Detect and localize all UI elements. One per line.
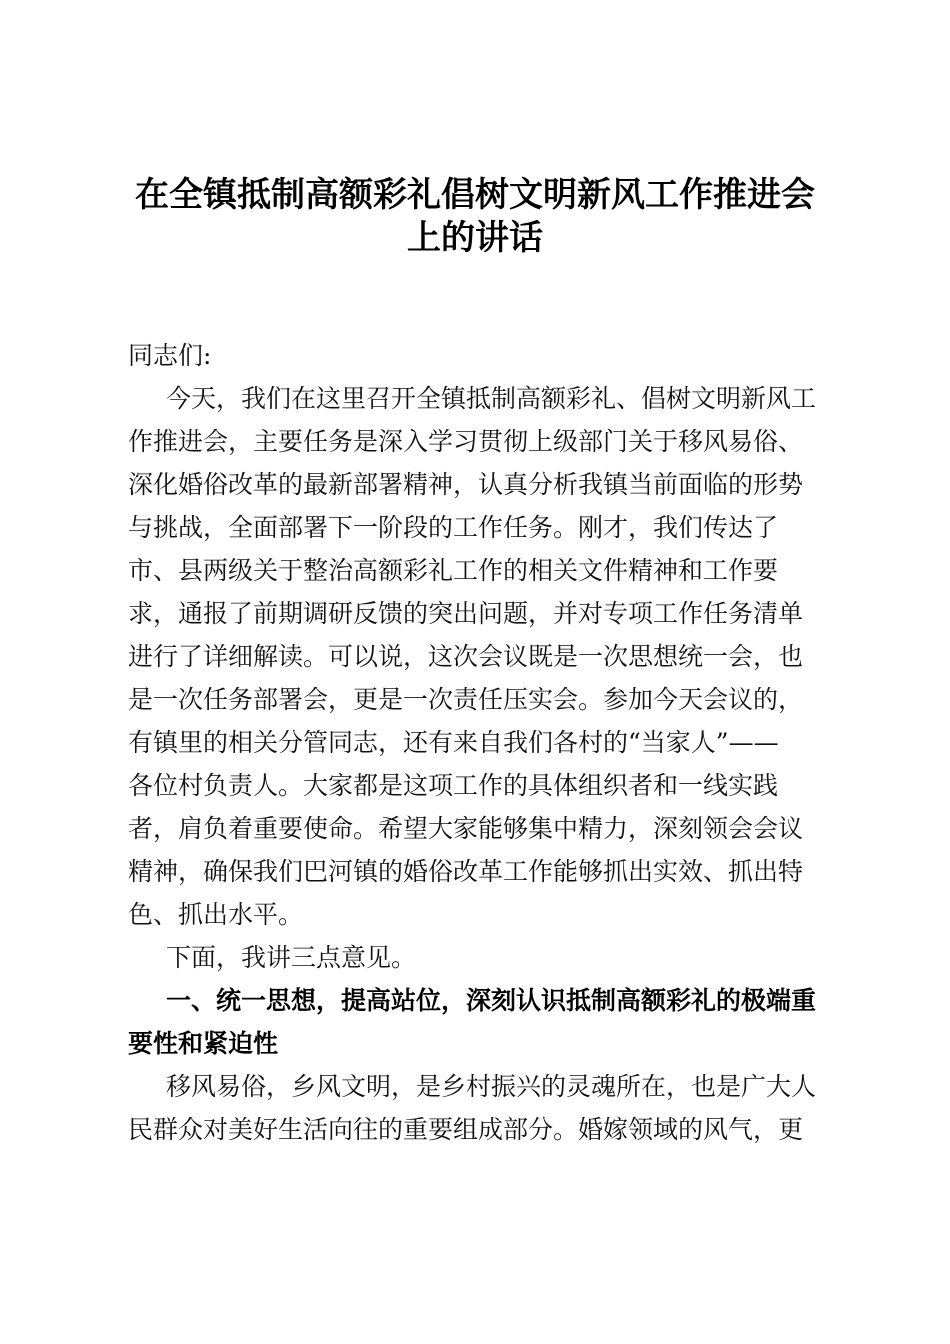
section-heading-1-line: 一、统一思想，提高站位，深刻认识抵制高额彩礼的极端重 bbox=[166, 986, 817, 1015]
paragraph-1-line: 与挑战，全面部署下一阶段的工作任务。刚才，我们传达了 bbox=[128, 513, 779, 542]
document-title-line-2: 上的讲话 bbox=[407, 218, 543, 258]
salutation: 同志们: bbox=[128, 341, 212, 370]
paragraph-1-line: 作推进会，主要任务是深入学习贯彻上级部门关于移风易俗、 bbox=[128, 427, 804, 456]
paragraph-1-line: 深化婚俗改革的最新部署精神，认真分析我镇当前面临的形势 bbox=[128, 470, 804, 499]
paragraph-1-line: 市、县两级关于整治高额彩礼工作的相关文件精神和工作要 bbox=[128, 556, 779, 585]
paragraph-1-line: 是一次任务部署会，更是一次责任压实会。参加今天会议的， bbox=[128, 685, 804, 714]
document-title-line-1: 在全镇抵制高额彩礼倡树文明新风工作推进会 bbox=[135, 175, 815, 215]
paragraph-3-line: 民群众对美好生活向往的重要组成部分。婚嫁领域的风气，更 bbox=[128, 1115, 804, 1144]
paragraph-1-line: 有镇里的相关分管同志，还有来自我们各村的“当家人”—— bbox=[128, 728, 779, 757]
paragraph-3-line: 移风易俗，乡风文明，是乡村振兴的灵魂所在，也是广大人 bbox=[166, 1072, 817, 1101]
paragraph-1-line: 进行了详细解读。可以说，这次会议既是一次思想统一会，也 bbox=[128, 642, 804, 671]
paragraph-1-line: 各位村负责人。大家都是这项工作的具体组织者和一线实践 bbox=[128, 771, 779, 800]
paragraph-1-line: 今天，我们在这里召开全镇抵制高额彩礼、倡树文明新风工 bbox=[166, 384, 817, 413]
section-heading-1-line: 要性和紧迫性 bbox=[128, 1029, 279, 1058]
paragraph-1-line: 精神，确保我们巴河镇的婚俗改革工作能够抓出实效、抓出特 bbox=[128, 857, 804, 886]
paragraph-2: 下面，我讲三点意见。 bbox=[166, 943, 417, 972]
paragraph-1-line: 求，通报了前期调研反馈的突出问题，并对专项工作任务清单 bbox=[128, 599, 804, 628]
paragraph-1-line: 色、抓出水平。 bbox=[128, 900, 304, 929]
paragraph-1-line: 者，肩负着重要使命。希望大家能够集中精力，深刻领会会议 bbox=[128, 814, 804, 843]
